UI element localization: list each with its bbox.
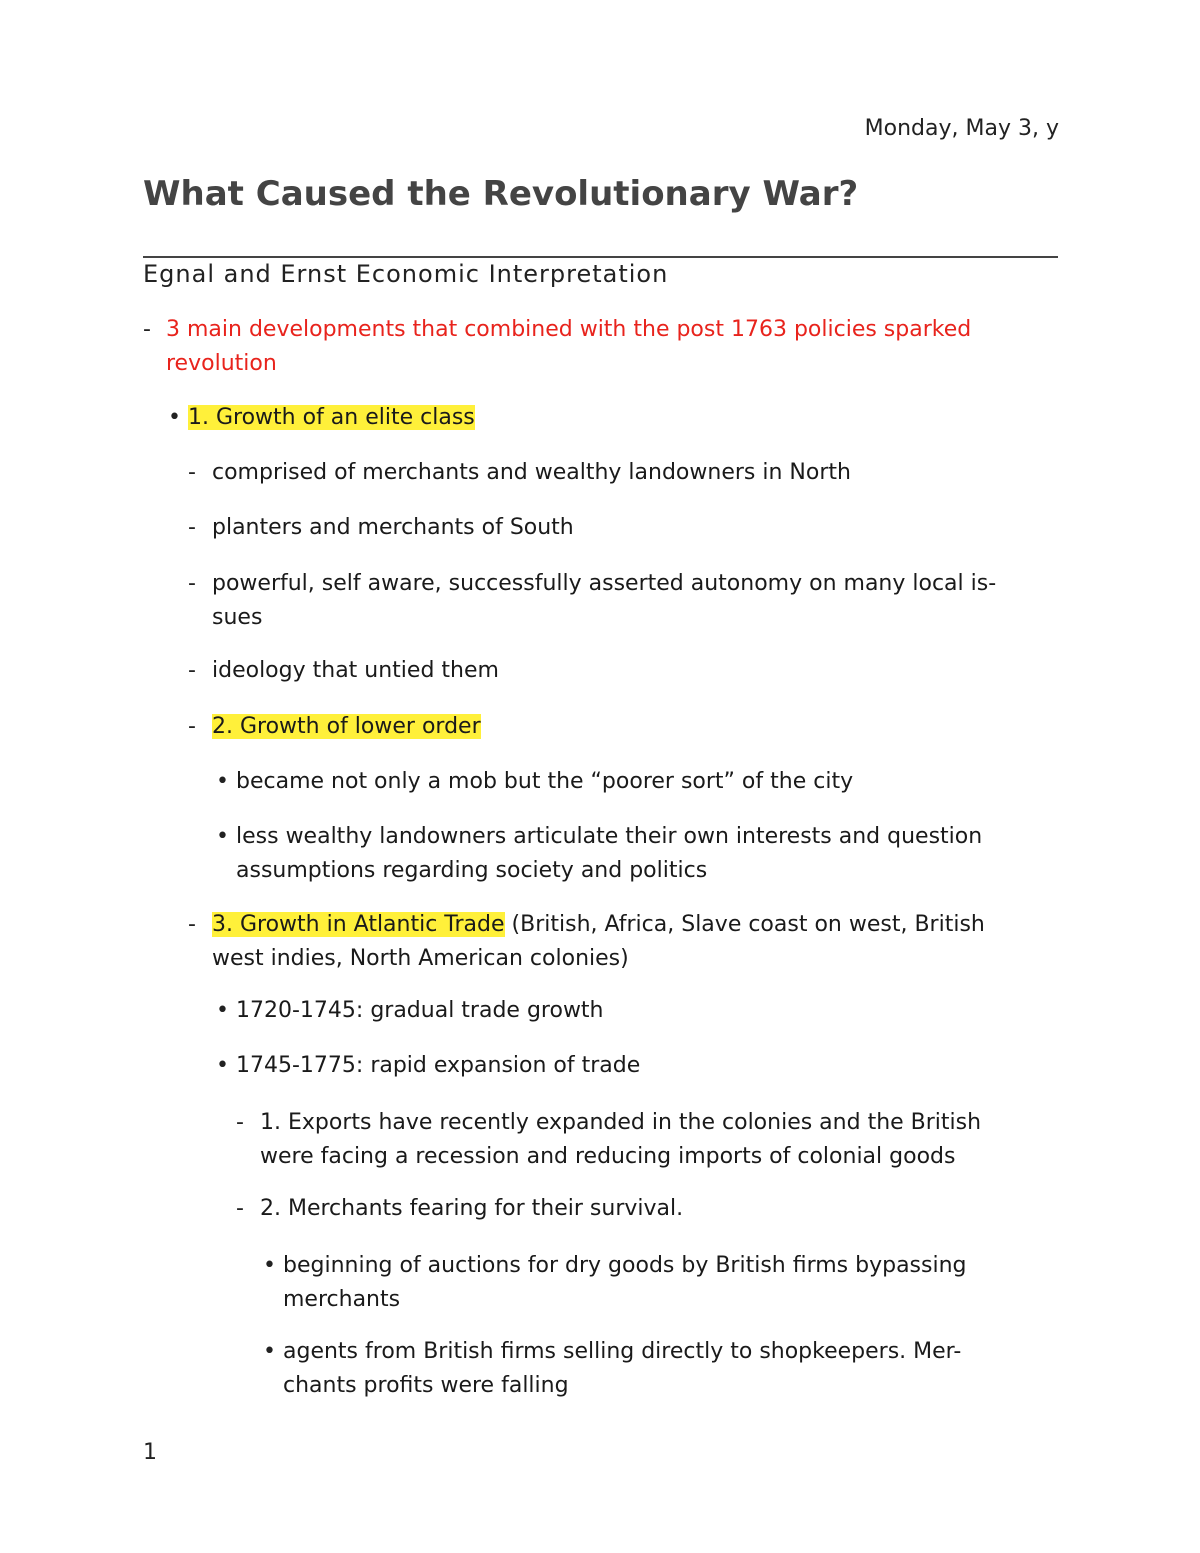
page-number: 1 xyxy=(143,1440,157,1465)
highlight: 3. Growth in Atlantic Trade xyxy=(212,912,505,937)
highlight: 1. Growth of an elite class xyxy=(188,405,475,430)
list-item-continuation: were facing a recession and reducing imports of colonial goods xyxy=(260,1144,956,1169)
item-elite-class xyxy=(188,401,475,435)
title-divider xyxy=(143,256,1058,258)
section-heading: Egnal and Ernst Economic Interpretation xyxy=(143,260,669,288)
list-item-continuation: west indies, North American colonies) xyxy=(212,946,629,971)
list-item: 2. Merchants fearing for their survival. xyxy=(260,1196,684,1221)
item-lower-order xyxy=(212,710,481,744)
document-title: What Caused the Revolutionary War? xyxy=(143,174,859,214)
dash-marker: - xyxy=(188,571,196,596)
highlight: 2. Growth of lower order xyxy=(212,714,481,739)
dash-marker: - xyxy=(188,658,196,683)
list-item-continuation: merchants xyxy=(283,1287,401,1312)
list-item: planters and merchants of South xyxy=(212,515,574,540)
dash-marker: - xyxy=(236,1110,244,1135)
list-item: comprised of merchants and wealthy landowners in North xyxy=(212,460,851,485)
main-point-line-2: revolution xyxy=(166,351,277,376)
list-item: 1720-1745: gradual trade growth xyxy=(236,998,604,1023)
bullet-marker: • xyxy=(216,824,229,849)
dash-marker: - xyxy=(188,912,196,937)
bullet-marker: • xyxy=(263,1339,276,1364)
bullet-marker: • xyxy=(216,769,229,794)
list-item-continuation: assumptions regarding society and politics xyxy=(236,858,708,883)
dash-marker: - xyxy=(188,515,196,540)
list-item: 1. Exports have recently expanded in the colonies and the British xyxy=(260,1110,982,1135)
bullet-marker: • xyxy=(216,998,229,1023)
list-item: became not only a mob but the “poorer sort” of the city xyxy=(236,769,854,794)
list-item: less wealthy landowners articulate their own interests and question xyxy=(236,824,983,849)
list-item-continuation: chants profits were falling xyxy=(283,1373,569,1398)
list-item: powerful, self aware, successfully asserted autonomy on many local is- xyxy=(212,571,997,596)
list-item: ideology that untied them xyxy=(212,658,499,683)
main-point-line-1: 3 main developments that combined with the post 1763 policies sparked xyxy=(166,317,972,342)
item-atlantic-trade xyxy=(212,908,985,942)
bullet-marker: • xyxy=(168,405,181,430)
list-item-continuation: sues xyxy=(212,605,263,630)
dash-marker: - xyxy=(236,1196,244,1221)
list-item: beginning of auctions for dry goods by British firms bypassing xyxy=(283,1253,967,1278)
dash-marker: - xyxy=(188,460,196,485)
list-item: agents from British firms selling directly to shopkeepers. Mer- xyxy=(283,1339,962,1364)
trade-detail: (British, Africa, Slave coast on west, British xyxy=(504,912,985,937)
document-date: Monday, May 3, y xyxy=(864,116,1059,141)
list-item: 1745-1775: rapid expansion of trade xyxy=(236,1053,641,1078)
dash-marker: - xyxy=(188,714,196,739)
bullet-marker: • xyxy=(216,1053,229,1078)
dash-marker: - xyxy=(143,317,151,342)
bullet-marker: • xyxy=(263,1253,276,1278)
